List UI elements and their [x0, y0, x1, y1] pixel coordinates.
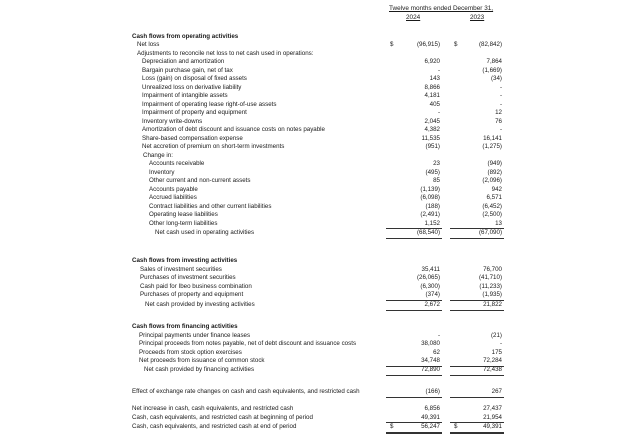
table-row: Contract liabilities and other current liabilities (188) (6,452)	[149, 202, 502, 210]
total-row: Net cash provided by financing activities 72,890 72,438	[144, 366, 502, 373]
table-row: Accounts receivable 23 (949)	[149, 160, 502, 167]
table-row: Net accretion of premium on short-term investments (951) (1,275)	[142, 143, 502, 150]
table-row: Purchases of property and equipment (374) (1,935)	[140, 291, 502, 298]
section-title: Cash flows from investing activities	[132, 257, 238, 264]
table-row: Principal proceeds from notes payable, net of debt discount and issuance costs 38,080 -	[139, 340, 502, 347]
table-row: Inventory (495) (892)	[149, 168, 502, 176]
grand-total-rule	[386, 432, 442, 434]
table-row: Accounts payable (1,139) 942	[149, 185, 502, 193]
table-row: Other long-term liabilities 1,152 13	[149, 219, 502, 227]
section-title: Cash flows from operating activities	[132, 33, 239, 40]
table-row: Proceeds from stock option exercises 62 175	[139, 348, 502, 356]
table-row: Principal payments under finance leases - (21)	[139, 331, 502, 339]
total-rule	[450, 238, 504, 239]
fx-effect-row: Effect of exchange rate changes on cash and cash equivalents, and restricted cash (166) 267	[132, 388, 502, 395]
ending-cash-row: Cash, cash equivalents, and restricted cash at end of period $ 56,247 $ 49,391	[132, 423, 502, 430]
total-rule	[386, 238, 442, 239]
table-row: Purchases of investment securities (26,065) (41,710)	[140, 274, 502, 281]
total-row: Net cash used in operating activities (68,540) (67,090)	[155, 229, 502, 236]
subtotal-rule	[386, 397, 442, 398]
table-row: Loss (gain) on disposal of fixed assets 143 (34)	[142, 75, 502, 82]
table-row: Share-based compensation expense 11,535 16,141	[142, 134, 502, 142]
subtotal-rule	[450, 397, 504, 398]
table-row: Sales of investment securities 35,411 76,700	[140, 265, 502, 273]
table-row: Accrued liabilities (6,098) 6,571	[149, 194, 502, 201]
year-2023-header: 2023	[470, 14, 485, 21]
table-row: Other current and non-current assets 85 (2,096)	[149, 177, 502, 184]
total-rule	[386, 310, 442, 311]
section-title: Cash flows from financing activities	[132, 323, 238, 330]
change-in-label: Change in:	[143, 151, 173, 159]
table-row: Cash, cash equivalents, and restricted cash at beginning of period 49,391 21,954	[132, 413, 502, 421]
total-rule	[450, 375, 504, 376]
table-row: Inventory write-downs 2,045 76	[142, 117, 502, 125]
table-row: Impairment of intangible assets 4,181 -	[142, 92, 502, 99]
table-row: Bargain purchase gain, net of tax - (1,669)	[142, 66, 502, 74]
table-row: Unrealized loss on derivative liability 8,866 -	[142, 83, 502, 91]
grand-total-rule	[450, 432, 504, 434]
table-row: Depreciation and amortization 6,920 7,864	[142, 58, 502, 65]
table-row: Net increase in cash, cash equivalents, and restricted cash 6,856 27,437	[132, 405, 502, 412]
table-row: Impairment of property and equipment - 12	[142, 109, 502, 116]
table-row: Cash paid for Ibeo business combination (6,300) (11,233)	[140, 282, 502, 290]
table-row: Operating lease liabilities (2,491) (2,500)	[149, 211, 502, 218]
total-rule	[450, 310, 504, 311]
period-title: Twelve months ended December 31,	[389, 5, 494, 12]
total-rule	[386, 375, 442, 376]
table-row: Impairment of operating lease right-of-use assets 405 -	[142, 100, 502, 108]
total-row: Net cash provided by investing activities 2,672 21,822	[145, 300, 502, 308]
adjustments-label: Adjustments to reconcile net loss to net cash used in operations:	[137, 49, 314, 57]
net-loss-row: Net loss $ (96,915) $ (82,842)	[137, 41, 502, 48]
year-2024-header: 2024	[406, 14, 421, 21]
table-row: Net proceeds from issuance of common stock 34,748 72,284	[139, 357, 502, 364]
table-row: Amortization of debt discount and issuance costs on notes payable 4,382 -	[142, 126, 502, 133]
